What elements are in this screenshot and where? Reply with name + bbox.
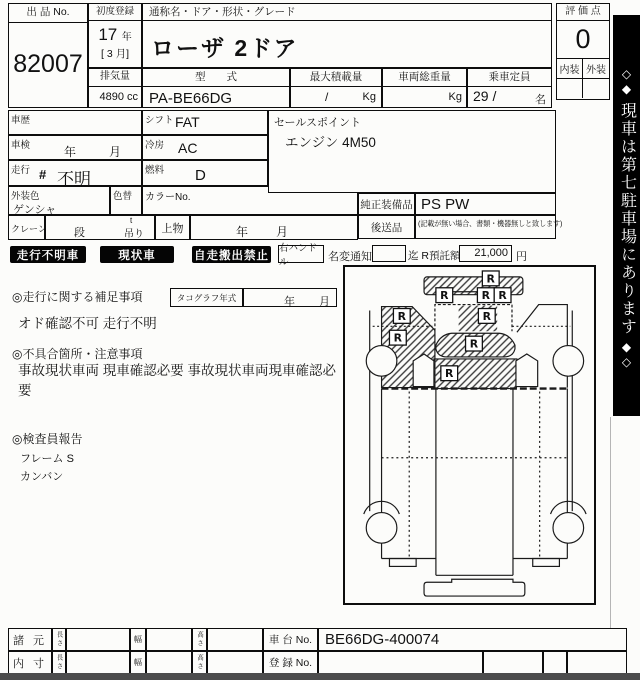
front-right-wheel [553, 346, 584, 377]
svg-text:R: R [397, 309, 407, 323]
sales-point-label: セールスポイント [274, 117, 362, 129]
dim-length-label: 長さ [55, 631, 63, 648]
inner-width-value [146, 651, 192, 674]
body-equip-year: 年 [236, 225, 249, 239]
deposit-value-box [459, 245, 512, 262]
vehicle-name-box [142, 3, 552, 68]
tacho-year: 年 [284, 296, 295, 308]
inner-height-label-box [192, 651, 207, 674]
body-equip-label: 上物 [161, 222, 184, 235]
dim-width-label: 幅 [134, 635, 142, 644]
fuel-box [142, 160, 268, 186]
max-load-label: 最大積載量 [291, 69, 381, 87]
vehicle-name-label: 通称名・ドア・形状・グレード [143, 4, 551, 21]
capacity-value: 29 / [473, 88, 497, 104]
recolor-box [110, 186, 142, 215]
ac-box [142, 135, 268, 160]
rear-right-wheel [553, 513, 584, 544]
reg-no-value-2 [483, 651, 543, 674]
svg-text:R: R [440, 289, 449, 303]
note1-body: オド確認不可 走行不明 [18, 316, 157, 331]
scan-bottom-strip [0, 673, 640, 680]
oem-equip-value: PS PW [421, 196, 470, 213]
chassis-no-label: 車 台 No. [268, 634, 313, 646]
oem-equip-value-box [415, 193, 556, 215]
rename-notice-field [372, 245, 406, 262]
badge-no-self-drive: 自走搬出禁止 [192, 246, 271, 263]
svg-text:R: R [469, 337, 479, 351]
handle-badge: 右ハンドル [278, 245, 324, 263]
later-items-note-box [415, 215, 563, 239]
inspection-box [8, 135, 142, 160]
crane-ton-label: t [130, 216, 133, 225]
inspection-year-unit: 年 [64, 145, 77, 159]
rename-notice-label: 名変通知 [328, 251, 372, 263]
note3-line2: カンバン [20, 471, 64, 483]
first-registration-year: 17 [98, 25, 118, 44]
right-door-glass [516, 354, 538, 387]
damage-diagram-svg [345, 267, 594, 603]
svg-text:R: R [481, 289, 490, 303]
crane-label: クレーン [11, 224, 47, 234]
score-label: 評 価 点 [557, 4, 609, 21]
dim-width-label-box [130, 628, 146, 651]
note3-title: ◎検査員報告 [12, 432, 83, 446]
max-load-box [290, 68, 382, 108]
svg-text:R: R [486, 272, 495, 286]
parking-banner [613, 15, 640, 416]
fuel-label: 燃料 [145, 165, 165, 176]
body-equip-date-box [190, 215, 358, 240]
displacement-box [88, 68, 142, 108]
displacement-value: 4890 cc [99, 91, 138, 103]
model-code-label: 型 式 [143, 69, 289, 87]
inner-width-label-box [130, 651, 146, 674]
crane-lift-label: 吊り [124, 229, 144, 240]
tacho-month: 月 [319, 296, 330, 308]
first-registration-month: [ 3 月] [100, 48, 129, 60]
chassis-no-label-box [263, 628, 318, 651]
capacity-label: 乗車定員 [468, 69, 551, 87]
svg-text:R: R [482, 309, 491, 323]
lot-no-value: 82007 [13, 49, 83, 78]
mileage-label: 走行 [11, 165, 31, 176]
chassis-no-value: BE66DG-400074 [325, 631, 440, 648]
mileage-prefix: # [39, 167, 47, 182]
first-registration-box [88, 3, 142, 68]
inspection-month-unit: 月 [109, 145, 122, 159]
later-items-note: (記載が無い場合、書類・機器無しと致します) [418, 219, 563, 228]
inner-length-value [66, 651, 130, 674]
reg-no-value-4 [567, 651, 627, 674]
history-label: 車歴 [11, 115, 31, 126]
svg-text:R: R [445, 367, 454, 381]
dim-height-value [207, 628, 263, 651]
first-registration-year-unit: 年 [121, 32, 132, 43]
later-items-label-box [358, 215, 415, 239]
displacement-label: 排気量 [89, 69, 141, 87]
interior-label: 内装 [557, 59, 583, 78]
banner-bottom-diamonds: ◆◇ [619, 340, 634, 370]
banner-text: 現車は第七駐車場にあります [618, 102, 636, 336]
left-door-glass [413, 354, 434, 387]
inner-width-label: 幅 [134, 658, 142, 667]
badge-as-is: 現状車 [100, 246, 174, 263]
mileage-value: 不明 [57, 170, 91, 189]
svg-text:R: R [393, 331, 403, 345]
color-no-label: カラーNo. [145, 192, 191, 203]
body-equip-box [155, 215, 190, 240]
shift-value: FAT [175, 114, 200, 130]
exterior-score [583, 79, 609, 98]
capacity-box [467, 68, 552, 108]
recolor-label: 色替 [113, 191, 133, 202]
fuel-value: D [195, 167, 206, 184]
rear-left-wheel [366, 513, 397, 544]
inner-dim-row-label: 内 寸 [12, 657, 48, 670]
dim-height-label: 高さ [196, 631, 203, 648]
oem-equip-label: 純正装備品 [360, 198, 413, 211]
max-load-value: / [325, 90, 329, 104]
shift-box [142, 110, 268, 135]
first-registration-label: 初度登録 [89, 4, 141, 21]
inner-length-label: 長さ [55, 654, 63, 671]
later-items-label: 後送品 [370, 221, 403, 234]
dimensions-row-label: 諸 元 [12, 634, 48, 647]
max-load-unit: Kg [362, 91, 376, 103]
ac-label: 冷房 [145, 140, 165, 151]
inspection-label: 車検 [11, 140, 31, 151]
body-equip-month: 月 [276, 225, 289, 239]
dim-length-value [66, 628, 130, 651]
lot-no-box [8, 3, 88, 108]
model-code-value: PA-BE66DG [149, 90, 233, 107]
badge-unknown-mileage: 走行不明車 [10, 246, 86, 263]
svg-text:R: R [498, 289, 507, 303]
reg-no-value-3 [543, 651, 567, 674]
inner-dim-row-label-box [8, 651, 52, 674]
inner-length-label-box [52, 651, 66, 674]
gross-weight-box [382, 68, 467, 108]
vehicle-name-value: ローザ 2ドア [151, 35, 299, 61]
exterior-color-value: ゲンシャ [13, 204, 57, 216]
chassis-no-value-box [318, 628, 627, 651]
scan-edge-line [610, 417, 611, 628]
reg-no-label: 登 録 No. [268, 657, 313, 669]
gross-weight-unit: Kg [448, 91, 462, 103]
dim-width-value [146, 628, 192, 651]
score-box [556, 3, 610, 100]
deposit-value: 21,000 [474, 247, 508, 259]
banner-top-diamonds: ◇◆ [619, 67, 634, 97]
bus-top-view [364, 277, 586, 596]
reg-no-value-1 [318, 651, 483, 674]
front-left-wheel [366, 346, 397, 377]
oem-equip-label-box [358, 193, 415, 215]
score-value: 0 [557, 21, 609, 59]
dim-length-label-box [52, 628, 66, 651]
gross-weight-label: 車両総重量 [383, 69, 466, 87]
note2-title: ◎不具合箇所・注意事項 [12, 347, 143, 361]
crane-detail-box [45, 215, 155, 240]
crane-box [8, 215, 45, 240]
sales-point-box [268, 110, 556, 193]
tacho-label: タコグラフ年式 [176, 292, 237, 303]
interior-score [557, 79, 583, 98]
exterior-label: 外装 [586, 65, 606, 76]
inner-height-value [207, 651, 263, 674]
capacity-unit: 名 [535, 94, 546, 106]
history-box [8, 110, 142, 135]
yen-label: 円 [516, 251, 527, 263]
rear-bumper [424, 579, 525, 596]
note1-title: ◎走行に関する補足事項 [12, 290, 143, 304]
crane-stage-label: 段 [74, 227, 85, 239]
exterior-color-box [8, 186, 110, 215]
reg-no-label-box [263, 651, 318, 674]
model-code-box [142, 68, 290, 108]
note3-line1: フレーム S [20, 453, 74, 465]
dimensions-row-label-box [8, 628, 52, 651]
deposit-label: 迄 R預託額 [408, 250, 461, 262]
inner-height-label: 高さ [196, 654, 203, 671]
damage-diagram-box [343, 265, 596, 605]
dim-height-label-box [192, 628, 207, 651]
sales-point-value: エンジン 4M50 [285, 135, 376, 150]
note2-body: 事故現状車両 現車確認必要 事故現状車両現車確認必要 [18, 363, 337, 398]
ac-value: AC [178, 140, 198, 156]
tacho-label-box [170, 288, 243, 307]
lot-no-label: 出 品 No. [9, 4, 87, 23]
tacho-value-box [243, 288, 337, 307]
shift-label: シフト [145, 115, 174, 126]
exterior-color-label: 外装色 [11, 191, 40, 202]
mileage-box [8, 160, 142, 189]
